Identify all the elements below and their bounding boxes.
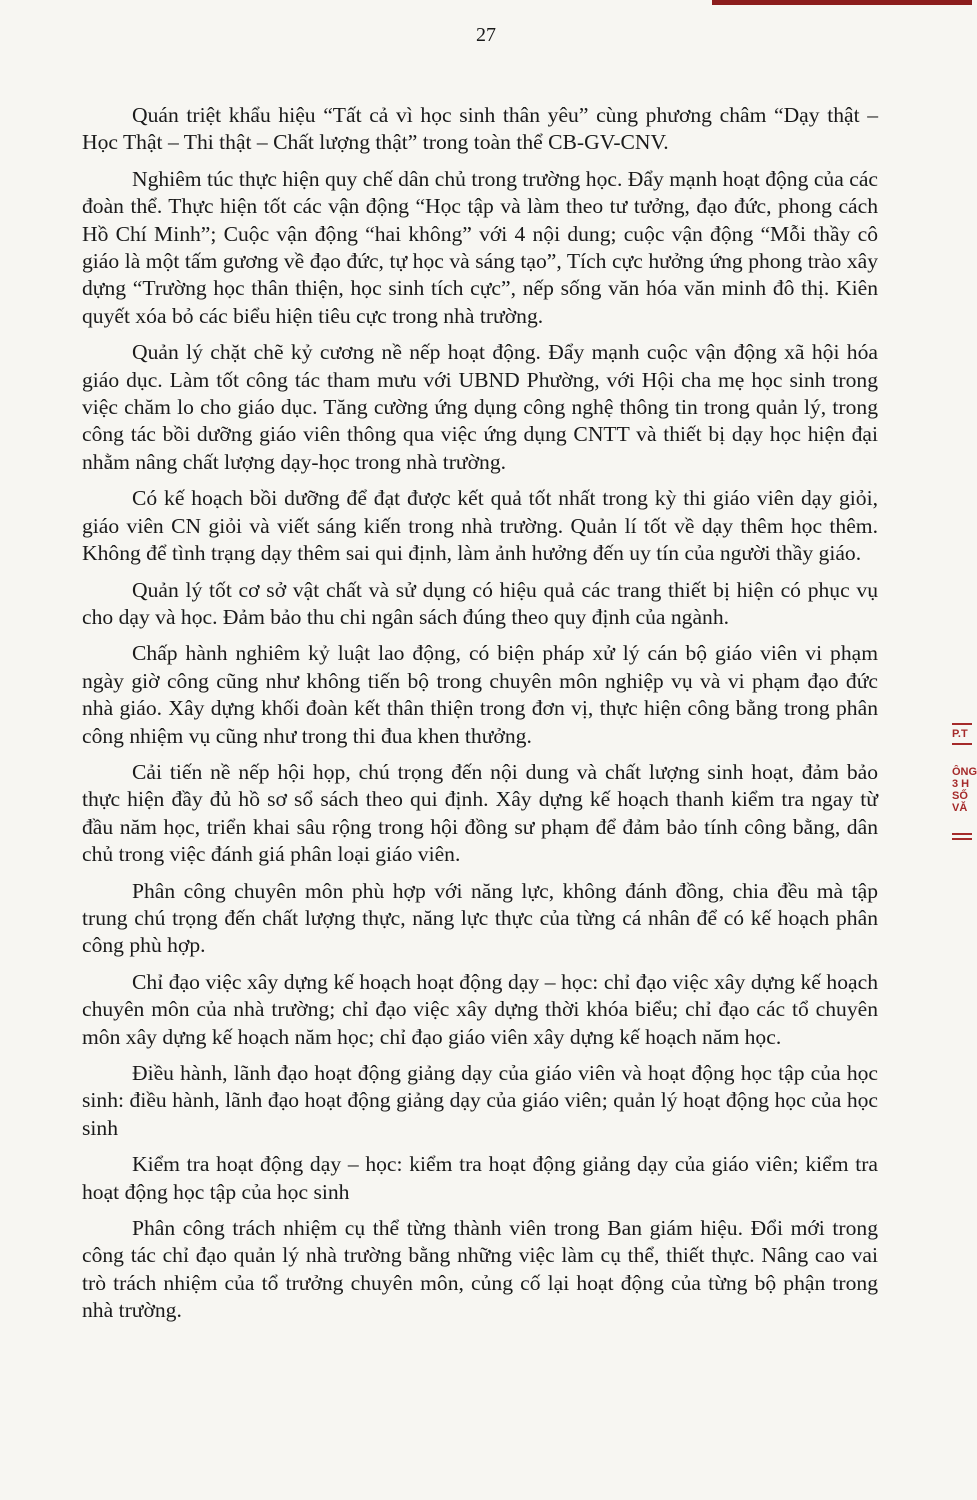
stamp-text-line: SỐ <box>952 790 968 802</box>
paragraph: Quản lý tốt cơ sở vật chất và sử dụng có hiệu quả các trang thiết bị hiện có phục vụ cho dạy và học. Đảm bảo thu chi ngân sách đúng theo quy định của ngành. <box>82 577 878 629</box>
paragraph: Phân công chuyên môn phù hợp với năng lực, không đánh đồng, chia đều mà tập trung chú trọng đến chất lượng thực, năng lực thực của từng cá nhân để có kế hoạch phân công phù hợp. <box>82 878 878 958</box>
stamp-rule <box>952 723 972 725</box>
paragraph: Cải tiến nề nếp hội họp, chú trọng đến nội dung và chất lượng sinh hoạt, đảm bảo thực hiện đầy đủ hồ sơ sổ sách theo qui định. Xây dựng kế hoạch thanh kiểm tra ngay từ đầu năm học, triển khai sâu rộng trong hội đồng sư phạm để đảm bảo tính công bằng, dân chủ trong việc đánh giá phân loại giáo viên. <box>82 759 878 867</box>
stamp-rule <box>952 833 972 835</box>
paragraph: Nghiêm túc thực hiện quy chế dân chủ trong trường học. Đẩy mạnh hoạt động của các đoàn thể. Thực hiện tốt các vận động “Học tập và làm theo tư tưởng, đạo đức, phong cách Hồ Chí Minh”; Cuộc vận động “hai không” với 4 nội dung; cuộc vận động “Mỗi thầy cô giáo là một tấm gương về đạo đức, tự học và sáng tạo”, Tích cực hưởng ứng phong trào xây dựng “Trường học thân thiện, học sinh tích cực”, nếp sống văn hóa văn minh đô thị. Kiên quyết xóa bỏ các biểu hiện tiêu cực trong nhà trường. <box>82 166 878 328</box>
paragraph: Quản lý chặt chẽ kỷ cương nề nếp hoạt động. Đẩy mạnh cuộc vận động xã hội hóa giáo dục. Làm tốt công tác tham mưu với UBND Phường, với Hội cha mẹ học sinh trong việc chăm lo cho giáo dục. Tăng cường ứng dụng công nghệ thông tin trong quản lý, trong công tác bồi dưỡng giáo viên thông qua việc ứng dụng CNTT và thiết bị dạy học hiện đại nhằm nâng chất lượng dạy-học trong nhà trường. <box>82 340 878 474</box>
stamp-text-line: 3 H <box>952 778 970 790</box>
paragraph: Điều hành, lãnh đạo hoạt động giảng dạy của giáo viên và hoạt động học tập của học sinh: điều hành, lãnh đạo hoạt động giảng dạy của giáo viên; quản lý hoạt động học của học sinh <box>82 1061 878 1140</box>
paragraph: Quán triệt khẩu hiệu “Tất cả vì học sinh thân yêu” cùng phương châm “Dạy thật – Học Thật – Thi thật – Chất lượng thật” trong toàn thể CB-GV-CNV. <box>82 103 878 155</box>
body-text <box>82 102 878 1334</box>
stamp-rule <box>952 743 972 745</box>
stamp-text-line: VĂ <box>952 802 968 814</box>
stamp-text-line: P.T <box>952 728 968 740</box>
paragraph: Chấp hành nghiêm kỷ luật lao động, có biện pháp xử lý cán bộ giáo viên vi phạm ngày giờ công cũng như không tiến bộ trong chuyên môn nghiệp vụ và vi phạm đạo đức nhà giáo. Xây dựng khối đoàn kết thân thiện trong đơn vị, thực hiện công bằng trong phân công nhiệm vụ cũng như trong thi đua khen thưởng. <box>82 641 878 748</box>
paragraph: Kiểm tra hoạt động dạy – học: kiểm tra hoạt động giảng dạy của giáo viên; kiểm tra hoạt động học tập của học sinh <box>82 1152 878 1204</box>
edge-stamp <box>952 720 977 880</box>
stamp-rule <box>952 838 972 840</box>
top-edge-bar <box>712 0 972 5</box>
paragraph: Chỉ đạo việc xây dựng kế hoạch hoạt động dạy – học: chỉ đạo việc xây dựng kế hoạch chuyên môn của nhà trường; chỉ đạo việc xây dựng thời khóa biểu; chỉ đạo các tổ chuyên môn xây dựng kế hoạch năm học; chỉ đạo giáo viên xây dựng kế hoạch năm học. <box>82 969 878 1049</box>
page-number: 27 <box>476 24 496 46</box>
paragraph: Phân công trách nhiệm cụ thể từng thành viên trong Ban giám hiệu. Đổi mới trong công tác chỉ đạo quản lý nhà trường bằng những việc làm cụ thể, thiết thực. Nâng cao vai trò trách nhiệm của tổ trưởng chuyên môn, củng cố lại hoạt động của từng bộ phận trong nhà trường. <box>82 1216 878 1323</box>
stamp-text-line: ÔNG <box>952 766 977 778</box>
paragraph: Có kế hoạch bồi dưỡng để đạt được kết quả tốt nhất trong kỳ thi giáo viên dạy giỏi, giáo viên CN giỏi và viết sáng kiến trong nhà trường. Quản lí tốt về dạy thêm học thêm. Không để tình trạng dạy thêm sai qui định, làm ảnh hưởng đến uy tín của người thầy giáo. <box>82 486 878 566</box>
